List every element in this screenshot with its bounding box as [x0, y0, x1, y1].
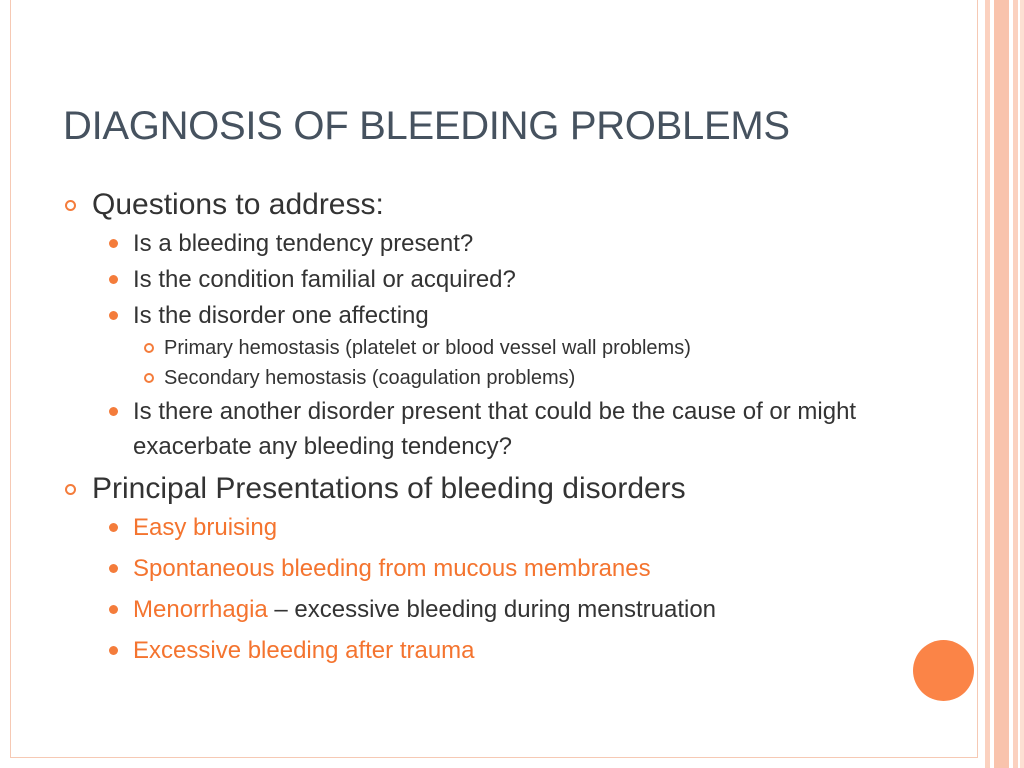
list-item-text: Spontaneous bleeding from mucous membranes	[133, 555, 651, 582]
list-item-text: Is there another disorder present that could be the cause of or might exacerbate any bleeding tendency?	[133, 398, 857, 460]
list-item-text: – excessive bleeding during menstruation	[267, 596, 717, 623]
slide-content	[62, 186, 962, 668]
decor-stripe	[994, 0, 1009, 768]
list-item-highlight: Menorrhagia	[133, 596, 268, 623]
list-item	[62, 510, 962, 545]
dot-bullet-icon	[109, 275, 118, 284]
list-item-text: Excessive bleeding after trauma	[133, 637, 475, 664]
decor-stripe	[1013, 0, 1018, 768]
section-heading	[62, 186, 962, 224]
dot-bullet-icon	[109, 523, 118, 532]
section-heading-text: Principal Presentations of bleeding disorders	[92, 472, 686, 505]
list-item-text: Easy bruising	[133, 514, 278, 541]
sub-list-item	[62, 333, 962, 363]
list-item	[62, 298, 962, 333]
list-item-text: Is a bleeding tendency present?	[133, 230, 474, 257]
sub-list-item-text: Primary hemostasis (platelet or blood vessel wall problems)	[164, 337, 691, 359]
decor-stripe	[1020, 0, 1024, 768]
decor-stripe	[985, 0, 990, 768]
section-heading	[62, 470, 962, 508]
ring-bullet-icon	[144, 373, 154, 383]
list-item	[62, 226, 962, 261]
dot-bullet-icon	[109, 239, 118, 248]
dot-bullet-icon	[109, 564, 118, 573]
sub-list-item-text: Secondary hemostasis (coagulation problems)	[164, 367, 576, 389]
list-item	[62, 633, 962, 668]
list-item	[62, 592, 962, 627]
list-item-text: Is the disorder one affecting	[133, 302, 429, 329]
dot-bullet-icon	[109, 407, 118, 416]
ring-bullet-icon	[144, 343, 154, 353]
list-item	[62, 262, 962, 297]
dot-bullet-icon	[109, 311, 118, 320]
section-heading-text: Questions to address:	[92, 188, 384, 221]
dot-bullet-icon	[109, 646, 118, 655]
list-item	[62, 394, 963, 464]
list-item	[62, 551, 962, 586]
slide-title: DIAGNOSIS OF BLEEDING PROBLEMS	[63, 104, 790, 148]
list-item-text: Is the condition familial or acquired?	[133, 266, 516, 293]
ring-bullet-icon	[65, 200, 76, 211]
sub-list-item	[62, 363, 962, 393]
ring-bullet-icon	[65, 484, 76, 495]
dot-bullet-icon	[109, 605, 118, 614]
